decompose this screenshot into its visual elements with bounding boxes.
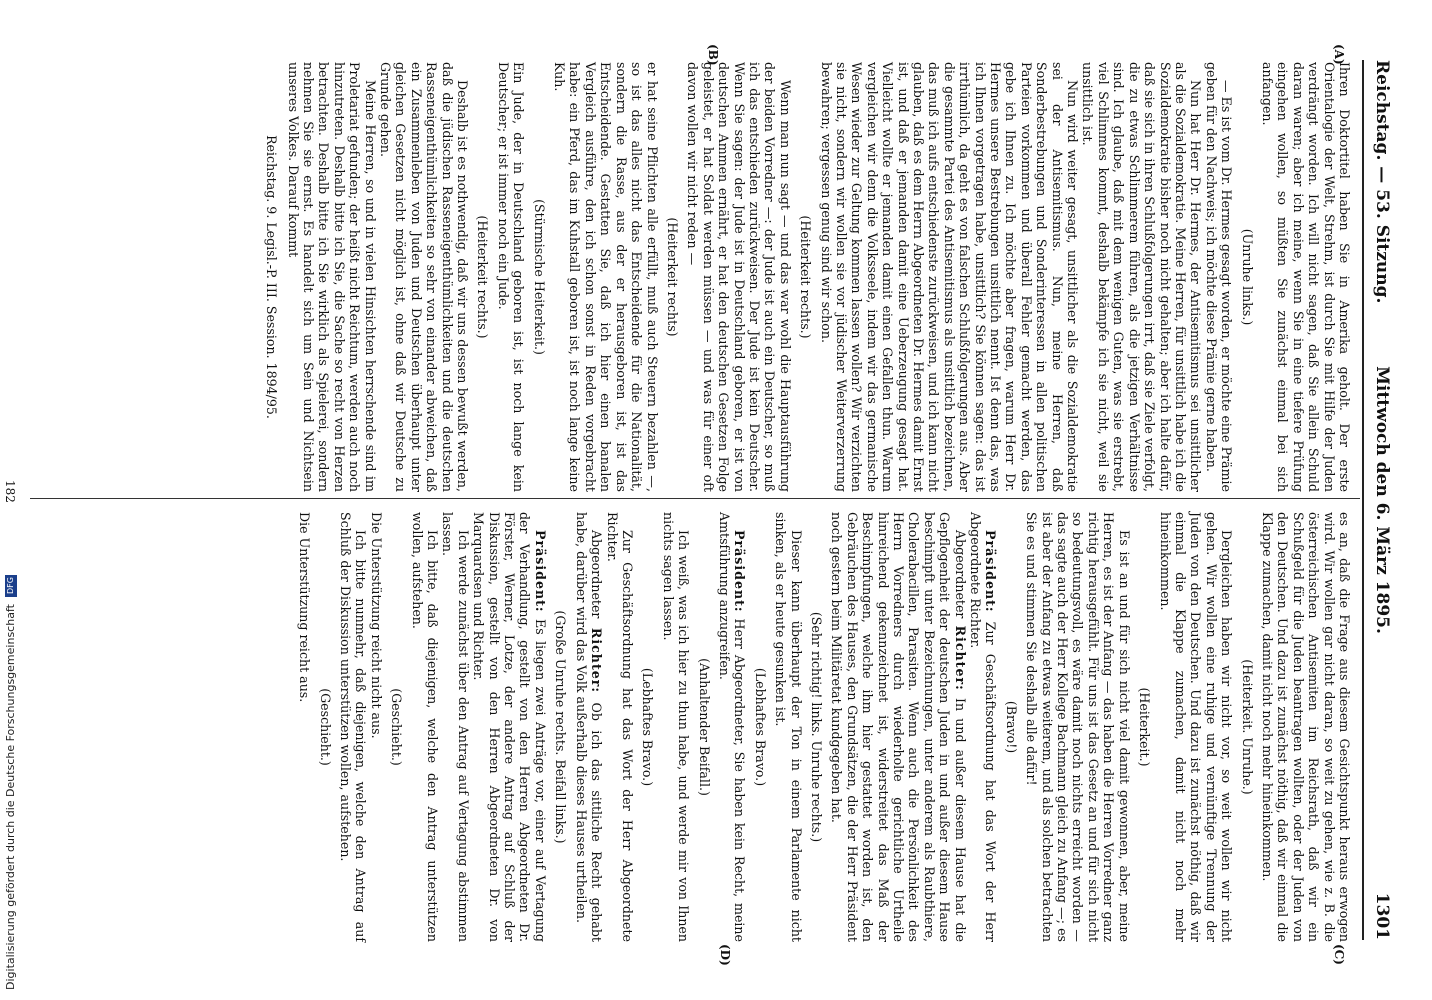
paragraph: Nun hat Herr Dr. Hermes, der Antisemitismus sei unsittlicher als die Sozialdemokratie. Meine Herren, für unsittlich habe ich die Sozialdemokratie bisher noch nicht gehalten; aber ich halte dafür, daß sie sich in ihren Schlußfolgerungen irrt, daß sie Ziele verfolgt, die zu etwas Schlimmerem führen, als die jetzigen Verhältnisse sind. Ich glaube, daß mit dem wenigen Guten, was sie erstrebt, viel Schlimmes kommt, deshalb bekämpfe ich sie nicht, weil sie unsittlich ist. bbox=[1080, 62, 1204, 492]
session-signature: Reichstag. 9. Legisl.-P. III. Session. 1894/95. bbox=[264, 135, 280, 419]
paragraph: Die Unterstützung reicht nicht aus. bbox=[368, 512, 384, 739]
paragraph: Dergleichen haben wir nicht vor, so weit wollen wir nicht gehen. Wir wollen eine ruhige und vernünftige Trennung der Juden von den Deutschen. Und dazu ist zunächst nöthig, daß wir einmal die Klappe zumachen, damit nicht noch mehr hineinkommen. bbox=[1157, 512, 1235, 942]
stage-direction: (Geschieht.) bbox=[317, 688, 333, 766]
dfg-logo: DFG bbox=[5, 575, 17, 597]
left-text-column bbox=[264, 62, 1352, 492]
stage-direction: (Lebhaftes Bravo.) bbox=[640, 667, 656, 787]
paragraph: Die Unterstützung reicht aus. bbox=[297, 512, 313, 703]
stage-direction: (Stürmische Heiterkeit.) bbox=[531, 199, 547, 355]
column-divider bbox=[30, 498, 1360, 499]
paragraph: Ich bitte nunmehr, daß diejenigen, welche den Antrag auf Schluß der Diskussion unterstützen wollen, aufstehen. bbox=[338, 512, 369, 942]
paragraph: Wenn man nun sagt — und das war wohl die Hauptausführung der beiden Vorredner —: der Jude ist auch ein Deutscher, so muß ich das entschieden zurückweisen. Der Jude ist kein Deutscher. Wenn Sie sagen: der Jude ist in Deutschland geboren, er ist von deutschen Ammen ernährt, er hat den deutschen Gesetzen Folge geleistet, er hat Soldat werden müssen — und was für einer oft davon wollen wir nicht reden — bbox=[685, 62, 793, 492]
stage-direction: (Heiterkeit rechts) bbox=[664, 217, 680, 337]
header-rule bbox=[1362, 60, 1364, 940]
header-center: Mittwoch den 6. März 1895. bbox=[1372, 366, 1392, 634]
margin-mark-b: (B) bbox=[706, 44, 720, 66]
stage-direction: (Lebhaftes Bravo.) bbox=[752, 667, 768, 787]
paragraph: Präsident: Zur Geschäftsordnung hat das Wort der Herr Abgeordnete Richter. bbox=[968, 512, 999, 942]
paragraph: Abgeordneter Richter: In und außer diesem Hause hat die Gepflogenheit der deutschen Juden in und außer diesem Hause beschimpft unter Bezeichnungen, unter anderem als Raubthiere, Cholerabacillen, Parasiten. Wenn auch die Persönlichkeit des Herrn Vorredners durch wiederholte gerichtliche Urtheile hinreichend gekennzeichnet ist, widerstreitet das Maß der Beschimpfungen, welche ihm hier gestattet worden ist, den Gebräuchen des Hauses, den Grundsätzen, die der Herr Präsident noch gestern beim Militäretat kundgegeben hat. bbox=[829, 512, 968, 942]
header-left: Reichstag. — 53. Sitzung. bbox=[1372, 60, 1392, 304]
margin-mark-d: (D) bbox=[718, 944, 732, 966]
stage-direction: (Bravo!) bbox=[1003, 700, 1019, 754]
paragraph: Meine Herren, so und in vielen Hinsichten herrschende sind im Proletariat gefunden; der heißt nicht Reichtum, werden auch noch hinzutreten. Deshalb bitte ich Sie, die Sache so recht von Herzen betrachten. Deshalb bitte ich Sie wirklich als Spielerei, sondern nehmen Sie sie ernst. Es handelt sich um Sein und Nichtsein unseres Volkes. Darauf kommt bbox=[285, 62, 378, 492]
paragraph: Ein Jude, der in Deutschland geboren ist, ist noch lange kein Deutscher; er ist immer noch ein Jude. bbox=[495, 62, 527, 492]
margin-mark-c: (C) bbox=[1332, 944, 1346, 965]
stage-direction: (Heiterkeit. Unruhe.) bbox=[1239, 659, 1255, 795]
digitization-footer bbox=[0, 0, 22, 1000]
stage-direction: (Unruhe links.) bbox=[1239, 228, 1255, 326]
paragraph: Es ist an und für sich nicht viel damit gewonnen, aber, meine Herren, es ist der Anfang — das haben die Herren Vorredner ganz richtig herausgefühlt. Für uns ist das Gesetz an und für sich nicht so bedeutungsvoll, es wäre damit noch nichts erreicht worden — das sagte auch der Herr Kollege Bachmann gleich zu Anfang —; es ist aber der Anfang zu etwas weiterem, und als solchen betrachten Sie es und stimmen Sie deshalb alle dafür! bbox=[1024, 512, 1132, 942]
stage-direction: (Heiterkeit.) bbox=[1137, 687, 1153, 767]
page-header bbox=[1368, 60, 1392, 940]
page-number: 182 bbox=[3, 480, 17, 503]
paragraph: Ihren Doktortitel haben Sie in Amerika geholt. Der erste Orientalogie der Welt, Strehm, ist durch Sie mit Hilfe der Juden verdrängt worden. Ich will nicht sagen, daß Sie allein Schuld daran waren; aber ich meine, wenn Sie in eine tiefere Prüfung eingehen wollen, so müßten Sie zunächst einmal bei sich anfangen. bbox=[1259, 62, 1352, 492]
header-page-number: 1301 bbox=[1372, 892, 1392, 940]
paragraph: Ich werde zunächst über den Antrag auf Vertagung abstimmen lassen. bbox=[440, 512, 471, 942]
paragraph: Dieser kann überhaupt der Ton in einem Parlamente nicht sinken, als er heute gesunken ist. bbox=[773, 512, 804, 942]
paragraph: — Es ist vom Dr. Hermes gesagt worden, er möchte eine Prämie geben für den Nachweis; ich möchte diese Prämie gerne haben. bbox=[1203, 62, 1235, 492]
paragraph: Präsident: Es liegen zwei Anträge vor, einer auf Vertagung der Verhandlung, gestellt von den Herren Abgeordneten Dr. Förster, Werner, Lotze, der andere Antrag auf Schluß der Diskussion, gestellt von den Herren Abgeordneten Dr. von Marquardsen und Richter. bbox=[471, 512, 548, 942]
paragraph: es an, daß die Frage aus diesem Gesichtspunkt heraus erwogen wird. Wir wollen gar nicht daran, so weit zu gehen, wie z. B. die österreichischen Antisemiten im Reichsrath, daß wir ein Schußgeld für die Juden beantragen wollten, oder der Juden von den Deutschen. Und dazu ist zunächst nöthig, daß wir einmal die Klappe zumachen, damit nicht noch mehr hineinkommen. bbox=[1259, 512, 1352, 942]
paragraph: Abgeordneter Richter: Ob ich das sittliche Recht gehabt habe, darüber wird das Volk außerhalb dieses Hauses urtheilen. bbox=[573, 512, 605, 942]
stage-direction: (Heiterkeit rechts.) bbox=[475, 215, 491, 339]
paragraph: Präsident: Herr Abgeordneter, Sie haben kein Recht, meine Amtsführung anzugreifen. bbox=[716, 512, 748, 942]
stage-direction: (Anhaltender Beifall.) bbox=[696, 658, 712, 796]
paragraph: Deshalb ist es nothwendig, daß wir uns dessen bewußt werden, daß die jüdischen Rasseneigenthümlichkeiten und die deutschen Rasseneigenthümlichkeiten so sehr von einander abweichen, daß ein Zusammenleben von Juden und Deutschen überhaupt unter gleichen Gesetzen nicht möglich ist, ohne daß wir Deutsche zu Grunde gehen. bbox=[378, 62, 471, 492]
margin-mark-a: (A) bbox=[1332, 44, 1346, 65]
stage-direction: (Große Unruhe rechts. Beifall links.) bbox=[553, 610, 569, 844]
paragraph: Ich weiß, was ich hier zu thun habe, und werde mir von Ihnen nichts sagen lassen. bbox=[660, 512, 692, 942]
paragraph: Nun wird weiter gesagt, unsittlicher als die Sozialdemokratie sei der Antisemitismus. Nun, meine Herren, daß Sonderbestrebungen und Sonderinteressen in allen politischen Parteien vorkommen und überall Fehler gemacht werden, das gebe ich Ihnen zu. Ich möchte aber fragen, warum Herr Dr. Hermes unsere Bestrebungen unsittlich nennt. Ist denn das, was ich Ihnen vorgetragen habe, unsittlich? Sie können sagen: das ist irrthümlich, da geht es von falschen Schlußfolgerungen aus. Aber die gesammte Partei des Antisemitismus als unsittlich bezeichnen, das muß ich aufs entschiedenste zurückweisen, und ich kann nicht glauben, daß es dem Herrn Abgeordneten Dr. Hermes damit Ernst ist, und daß er jemanden damit eine Ueberzeugung gesagt hat. Vielleicht wollte er jemanden damit einen Gefallen thun. Warum vergleichen wir denn die Volksseele, indem wir das germanische Wesen wieder zur Geltung kommen lassen wollen? Wir verzichten sie nicht, sondern wir wollen sie vor jüdischer Weiterverzerrung bewahren; vergessen genug sind wir schon. bbox=[818, 62, 1081, 492]
right-text-column bbox=[297, 512, 1352, 942]
paragraph: Ich bitte, daß diejenigen, welche den Antrag unterstützen wollen, aufstehen. bbox=[409, 512, 441, 942]
paragraph: er hat seine Pflichten alle erfüllt, muß auch Steuern bezahlen —, so ist das alles nicht das Entscheidende für die Nationalität, sondern die Rasse, aus der er herausgeboren ist, ist das Entscheidende. Gestatten Sie, daß ich hier einen banalen Vergleich ausführe, den ich schon sonst in Reden vorgebracht habe: ein Pferd, das im Kuhstall geboren ist, ist noch lange keine Kuh. bbox=[552, 62, 660, 492]
stage-direction: (Geschieht.) bbox=[389, 688, 405, 766]
stage-direction: (Sehr richtig! links. Unruhe rechts.) bbox=[809, 611, 824, 843]
stage-direction: (Heiterkeit rechts.) bbox=[798, 215, 814, 339]
paragraph: Zur Geschäftsordnung hat das Wort der Herr Abgeordnete Richter. bbox=[604, 512, 635, 942]
footer-credit-text: Digitalisierung gefördert durch die Deutsche Forschungsgemeinschaft bbox=[4, 604, 17, 990]
